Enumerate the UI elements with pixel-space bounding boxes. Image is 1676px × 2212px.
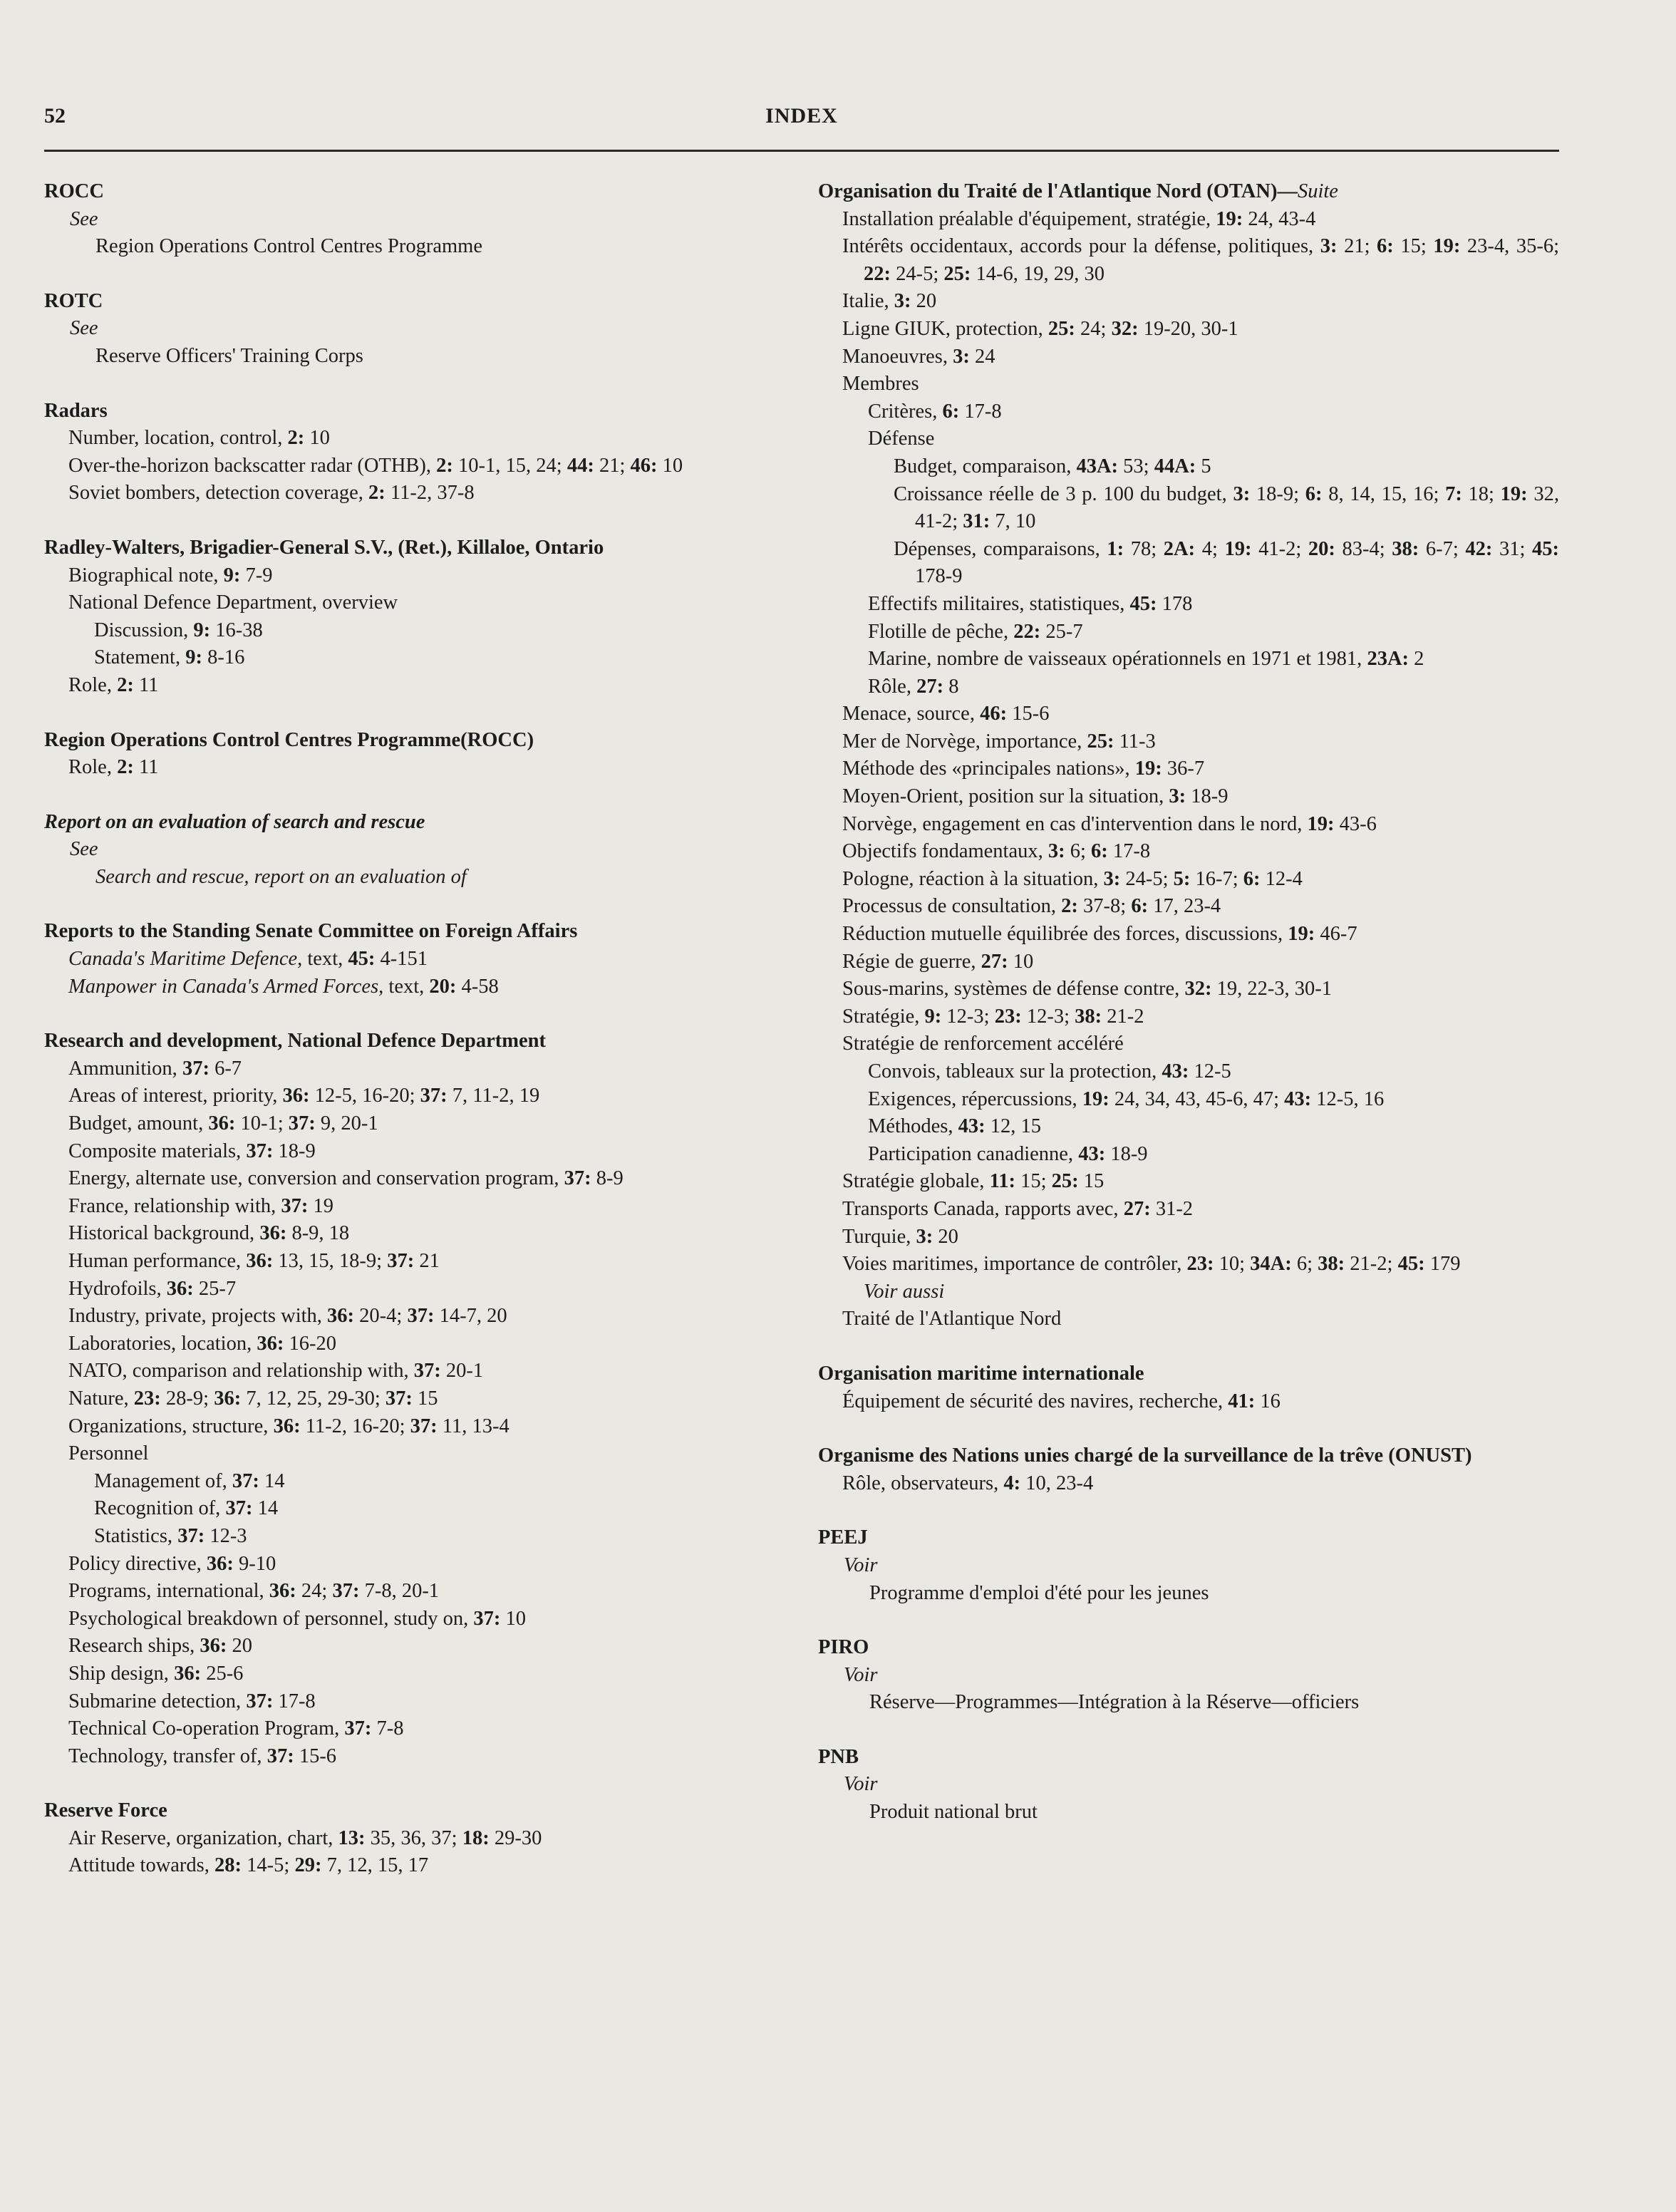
index-entry-radars (44, 398, 800, 507)
entry-heading: Organisme des Nations unies chargé de la surveillance de la trêve (ONUST) (818, 1444, 1472, 1467)
see-target: Region Operations Control Centres Programme (95, 235, 482, 258)
subentry: Discussion, 9: 16-38 (94, 619, 263, 641)
index-entry-rotc (44, 288, 800, 371)
subentry: Statistics, 37: 12-3 (94, 1524, 247, 1547)
entry-heading: Reports to the Standing Senate Committee on Foreign Affairs (44, 920, 578, 943)
subentry: Stratégie de renforcement accéléré (842, 1033, 1124, 1055)
subentry: Participation canadienne, 43: 18-9 (868, 1142, 1148, 1165)
see-label: Voir (844, 1663, 878, 1686)
entry-heading: PNB (818, 1745, 859, 1768)
entry-heading: Organisation maritime internationale (818, 1362, 1144, 1385)
subentry: Policy directive, 36: 9-10 (68, 1552, 276, 1575)
subentry: Industry, private, projects with, 36: 20-4; 37: 14-7, 20 (68, 1305, 507, 1328)
index-entry-reports (44, 918, 800, 1001)
subentry: Laboratories, location, 36: 16-20 (68, 1332, 336, 1355)
subentry: Energy, alternate use, conversion and conservation program, 37: 8-9 (68, 1167, 624, 1190)
subentry: Dépenses, comparaisons, 1: 78; 2A: 4; 19: 41-2; 20: 83-4; 38: 6-7; 42: 31; 45: 178-9 (894, 537, 1560, 588)
entry-heading: Organisation du Traité de l'Atlantique Nord (OTAN)—Suite (818, 180, 1338, 202)
subentry: Manoeuvres, 3: 24 (842, 345, 995, 368)
left-column (44, 178, 800, 1907)
subentry: Effectifs militaires, statistiques, 45: 178 (868, 592, 1193, 615)
subentry: Ship design, 36: 25-6 (68, 1662, 244, 1685)
subentry: Recognition of, 37: 14 (94, 1497, 279, 1520)
subentry-list (44, 1055, 800, 1440)
subentry: Human performance, 36: 13, 15, 18-9; 37: 21 (68, 1250, 440, 1272)
subentry: Critères, 6: 17-8 (868, 400, 1002, 423)
subentry: Areas of interest, priority, 36: 12-5, 16-20; 37: 7, 11-2, 19 (68, 1085, 540, 1107)
subentry: Canada's Maritime Defence, text, 45: 4-151 (68, 948, 428, 971)
subentry: Exigences, répercussions, 19: 24, 34, 43, 45-6, 47; 43: 12-5, 16 (868, 1087, 1385, 1110)
entry-heading: Radars (44, 399, 108, 422)
see-label: See (70, 317, 98, 340)
subentry: Pologne, réaction à la situation, 3: 24-5; 5: 16-7; 6: 12-4 (842, 867, 1303, 890)
subentry-list (818, 398, 1559, 426)
subentry: Turquie, 3: 20 (842, 1225, 958, 1248)
see-target: Traité de l'Atlantique Nord (842, 1308, 1062, 1330)
subentry: Research ships, 36: 20 (68, 1635, 253, 1658)
index-entry-reserve-force (44, 1797, 800, 1880)
subentry-list (818, 206, 1559, 371)
subentry: Budget, amount, 36: 10-1; 37: 9, 20-1 (68, 1112, 378, 1135)
see-label: Voir (844, 1773, 878, 1796)
subentry: Role, 2: 11 (68, 756, 159, 779)
subentry: Hydrofoils, 36: 25-7 (68, 1277, 237, 1300)
subentry-list (818, 1058, 1559, 1168)
subentry: Stratégie globale, 11: 15; 25: 15 (842, 1170, 1105, 1193)
subentry: Membres (842, 373, 919, 396)
subentry: Composite materials, 37: 18-9 (68, 1139, 316, 1162)
see-label: See (70, 207, 98, 230)
subentry-list (44, 1825, 800, 1880)
subentry: Transports Canada, rapports avec, 27: 31-2 (842, 1197, 1194, 1220)
subentry: Air Reserve, organization, chart, 13: 35, 36, 37; 18: 29-30 (68, 1826, 542, 1849)
subentry: Nature, 23: 28-9; 36: 7, 12, 25, 29-30; 37: 15 (68, 1387, 438, 1410)
subentry: Personnel (68, 1442, 149, 1465)
index-entry-onust (818, 1442, 1559, 1497)
subentry: Objectifs fondamentaux, 3: 6; 6: 17-8 (842, 840, 1151, 863)
entry-heading: ROCC (44, 180, 104, 202)
entry-heading: Research and development, National Defence Department (44, 1030, 546, 1053)
subentry: Intérêts occidentaux, accords pour la défense, politiques, 3: 21; 6: 15; 19: 23-4, 35-6; 22: 24-5; 25: 14-6, 19, 29, 30 (842, 235, 1559, 285)
index-entry-otan (818, 178, 1559, 1333)
index-entry-peej (818, 1524, 1559, 1607)
see-target: Réserve—Programmes—Intégration à la Réserve—officiers (869, 1691, 1360, 1714)
subentry: Menace, source, 46: 15-6 (842, 703, 1050, 725)
subentry-list (44, 1468, 800, 1551)
index-entry-radley-walters (44, 534, 800, 700)
subentry: Biographical note, 9: 7-9 (68, 564, 273, 586)
subentry-list (818, 591, 1559, 701)
right-column (818, 178, 1559, 1854)
subentry: Équipement de sécurité des navires, recherche, 41: 16 (842, 1390, 1281, 1412)
subentry-list (818, 1168, 1559, 1278)
see-label: Voir (844, 1554, 878, 1576)
entry-heading: Reserve Force (44, 1799, 167, 1822)
subentry: Stratégie, 9: 12-3; 23: 12-3; 38: 21-2 (842, 1005, 1144, 1028)
subentry: Moyen-Orient, position sur la situation, 3: 18-9 (842, 785, 1228, 808)
entry-heading: Radley-Walters, Brigadier-General S.V., (Ret.), Killaloe, Ontario (44, 536, 604, 559)
subentry: Soviet bombers, detection coverage, 2: 11-2, 37-8 (68, 482, 475, 505)
see-target: Search and rescue, report on an evaluation of (95, 865, 467, 888)
subentry: Statement, 9: 8-16 (94, 646, 245, 669)
index-entry-pnb (818, 1744, 1559, 1826)
see-also-label: Voir aussi (864, 1280, 945, 1303)
subentry: Budget, comparaison, 43A: 53; 44A: 5 (894, 455, 1211, 477)
subentry-list (44, 1551, 800, 1771)
subentry: Croissance réelle de 3 p. 100 du budget, 3: 18-9; 6: 8, 14, 15, 16; 7: 18; 19: 32, 41-2; 31: 7, 10 (894, 482, 1560, 533)
subentry: Management of, 37: 14 (94, 1469, 285, 1492)
subentry-list (818, 453, 1559, 591)
subentry: Défense (868, 428, 935, 450)
subentry: Role, 2: 11 (68, 673, 159, 696)
subentry: Number, location, control, 2: 10 (68, 427, 330, 450)
subentry: Manpower in Canada's Armed Forces, text, 20: 4-58 (68, 975, 499, 998)
entry-heading: PIRO (818, 1636, 869, 1659)
subentry: Submarine detection, 37: 17-8 (68, 1690, 316, 1712)
header-rule (44, 150, 1559, 152)
subentry: France, relationship with, 37: 19 (68, 1194, 334, 1217)
subentry: Méthodes, 43: 12, 15 (868, 1115, 1042, 1138)
subentry: Installation préalable d'équipement, stratégie, 19: 24, 43-4 (842, 207, 1316, 230)
index-entry-research (44, 1028, 800, 1770)
subentry: NATO, comparison and relationship with, 37: 20-1 (68, 1360, 484, 1382)
index-entry-omi (818, 1360, 1559, 1415)
subentry: Organizations, structure, 36: 11-2, 16-20; 37: 11, 13-4 (68, 1415, 509, 1437)
subentry: Convois, tableaux sur la protection, 43: 12-5 (868, 1060, 1231, 1082)
subentry: Régie de guerre, 27: 10 (842, 950, 1034, 973)
subentry-list (818, 701, 1559, 1030)
subentry: Psychological breakdown of personnel, study on, 37: 10 (68, 1607, 526, 1630)
see-target: Programme d'emploi d'été pour les jeunes (869, 1581, 1209, 1604)
index-entry-piro (818, 1634, 1559, 1717)
subentry: Italie, 3: 20 (842, 290, 937, 313)
subentry: Marine, nombre de vaisseaux opérationnels en 1971 et 1981, 23A: 2 (868, 648, 1424, 671)
subentry: Ammunition, 37: 6-7 (68, 1057, 242, 1080)
page-header (44, 104, 1559, 135)
subentry: Processus de consultation, 2: 37-8; 6: 17, 23-4 (842, 895, 1221, 918)
see-target: Reserve Officers' Training Corps (95, 344, 363, 367)
subentry: Norvège, engagement en cas d'intervention dans le nord, 19: 43-6 (842, 812, 1377, 835)
subentry: Technology, transfer of, 37: 15-6 (68, 1745, 337, 1767)
subentry: National Defence Department, overview (68, 591, 398, 614)
subentry: Sous-marins, systèmes de défense contre, 32: 19, 22-3, 30-1 (842, 978, 1333, 1001)
entry-heading: Report on an evaluation of search and rescue (44, 810, 425, 833)
index-entry-report (44, 809, 800, 891)
see-target: Produit national brut (869, 1801, 1038, 1824)
index-entry-region (44, 727, 800, 782)
entry-heading: Region Operations Control Centres Programme(ROCC) (44, 728, 534, 751)
entry-heading: ROTC (44, 289, 103, 312)
subentry: Méthode des «principales nations», 19: 36-7 (842, 758, 1205, 780)
index-entry-rocc (44, 178, 800, 261)
running-head: INDEX (765, 104, 838, 128)
subentry: Voies maritimes, importance de contrôler, 23: 10; 34A: 6; 38: 21-2; 45: 179 (842, 1253, 1461, 1276)
page-number: 52 (44, 104, 66, 128)
subentry: Attitude towards, 28: 14-5; 29: 7, 12, 15, 17 (68, 1854, 429, 1877)
subentry: Technical Co-operation Program, 37: 7-8 (68, 1717, 404, 1740)
subentry: Flotille de pêche, 22: 25-7 (868, 620, 1083, 643)
subentry: Ligne GIUK, protection, 25: 24; 32: 19-20, 30-1 (842, 317, 1238, 340)
subentry: Over-the-horizon backscatter radar (OTHB), 2: 10-1, 15, 24; 44: 21; 46: 10 (68, 454, 683, 477)
subentry-list (818, 1470, 1559, 1498)
subentry: Historical background, 36: 8-9, 18 (68, 1222, 350, 1245)
see-label: See (70, 838, 98, 861)
entry-heading: PEEJ (818, 1526, 868, 1549)
subentry: Programs, international, 36: 24; 37: 7-8, 20-1 (68, 1580, 440, 1603)
subentry: Mer de Norvège, importance, 25: 11-3 (842, 730, 1156, 753)
subentry-list (818, 1388, 1559, 1416)
subentry: Réduction mutuelle équilibrée des forces, discussions, 19: 46-7 (842, 923, 1357, 946)
subentry: Rôle, observateurs, 4: 10, 23-4 (842, 1472, 1094, 1494)
subentry: Rôle, 27: 8 (868, 675, 959, 698)
